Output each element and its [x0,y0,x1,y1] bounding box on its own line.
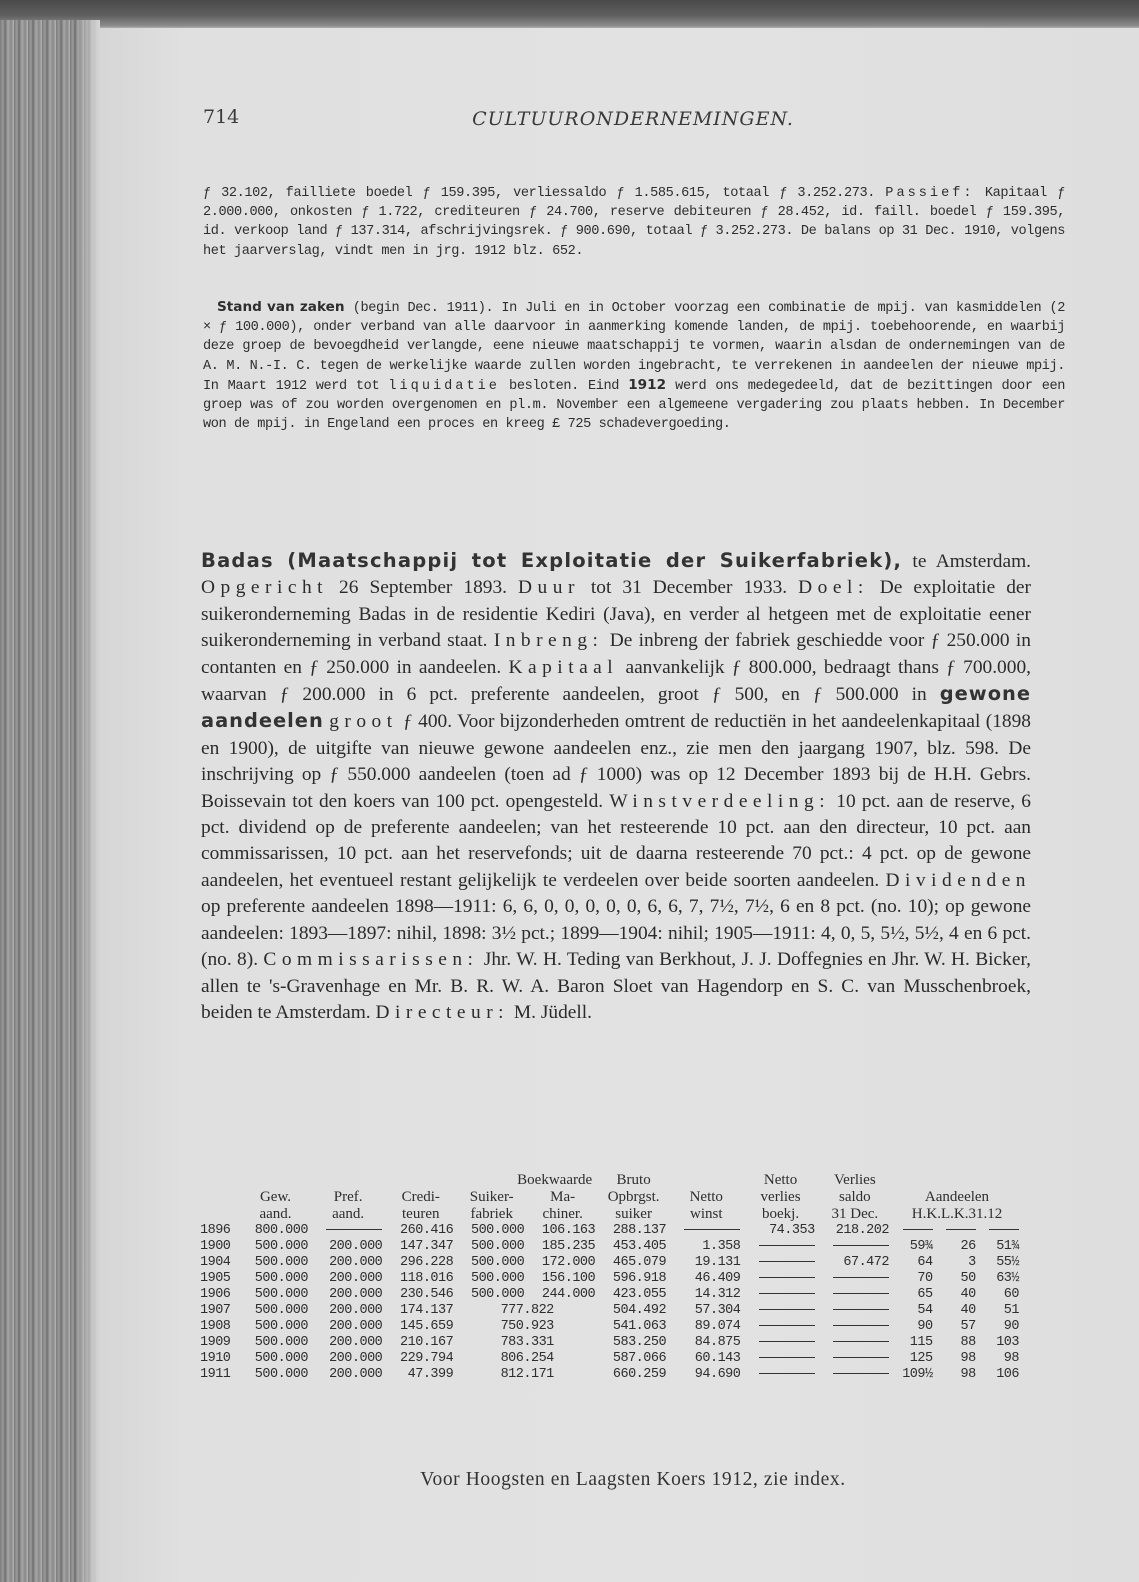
pref-cell: 200.000 [329,1271,383,1286]
col-header: H.K.L.K.31.12 [911,1206,1003,1222]
k-cell: 51¾ [996,1239,1019,1254]
table-group-header-row [200,1172,1022,1189]
gew-cell: 800.000 [254,1223,308,1238]
stand-van-zaken-heading: Stand van zaken [217,299,345,315]
h-cell: 54 [917,1303,933,1318]
kapitaal-label: Kapitaal [508,656,619,678]
saldo-cell [818,1351,892,1367]
doel-label: Doel: [798,577,869,599]
winst-cell: 94.690 [694,1367,741,1382]
gew-cell: 500.000 [254,1287,308,1302]
dash-rule [833,1373,889,1374]
gew-cell: 500.000 [254,1335,308,1350]
col-header: Opbrgst. [607,1189,660,1205]
verlies-cell: 74.353 [769,1223,815,1238]
running-title: CULTUURONDERNEMINGEN. [472,108,794,130]
dash-rule [759,1373,815,1374]
netto-top-header: Netto [763,1172,798,1188]
opgericht-label: Opgericht [201,577,329,599]
year-cell: 1900 [200,1239,231,1254]
dash-rule [759,1309,815,1310]
boekwaarde-combined-cell: 812.171 [500,1367,554,1382]
directeur-label: Directeur: [375,1001,510,1023]
opbrgst-cell: 504.492 [612,1303,667,1318]
pref-cell: 200.000 [329,1351,383,1366]
l-cell: 26 [960,1239,976,1254]
pref-cell: 200.000 [329,1239,383,1254]
col-header: 31 Dec. [831,1206,879,1222]
year-cell: 1904 [200,1255,231,1270]
col-header: winst [689,1206,723,1222]
opbrgst-cell: 288.137 [612,1223,667,1238]
verlies-cell [743,1287,817,1303]
l-cell [936,1223,979,1239]
stand-van-zaken-paragraph: Stand van zaken (begin Dec. 1911). In Juli en in October voorzag een combinatie de mpij. van kasmiddelen (2 × ƒ 100.000), onder verband van alle daarvoor in aanmerking komende landen, de mpij. toebehoorende, en waarbij deze groep de bevoegdheid verlangde, eene nieuwe maatschappij te vormen, waarin alsdan de ondernemingen van de A. M. N.-I. C. tegen de werkelijke waarde zullen worden ingebracht, te verrekenen in aandeelen der nieuwe mpij. In Maart 1912 werd tot liquidatie besloten. Eind 1912 werd ons medegedeeld, dat de bezittingen door een groep was of zou worden overgenomen en pl.m. November een algemeene vergadering zou plaats hebben. In December won de mpij. in Engeland een proces en kreeg £ 725 schadevergoeding. [203,299,1065,433]
page-number: 714 [203,106,240,128]
pref-cell: 200.000 [329,1319,383,1334]
dash-rule [946,1229,976,1230]
verlies-cell [743,1255,817,1271]
credi-cell: 210.167 [400,1335,454,1350]
h-cell: 65 [917,1287,933,1302]
pref-cell: 200.000 [329,1255,383,1270]
dash-rule [833,1357,889,1358]
page-stack-edge [0,20,100,1582]
pref-cell: 200.000 [329,1367,383,1382]
col-header: boekj. [762,1206,800,1222]
dividenden-label: Dividenden [885,869,1031,891]
fabriek-cell: 500.000 [470,1255,525,1270]
boekwaarde-combined-cell: 806.254 [500,1351,554,1366]
fabriek-cell: 500.000 [470,1271,525,1286]
boekwaarde-header: Boekwaarde [517,1172,593,1188]
gew-cell: 500.000 [254,1303,308,1318]
saldo-cell: 67.472 [843,1255,889,1270]
col-header: Ma- [550,1189,576,1205]
opbrgst-cell: 587.066 [612,1351,667,1366]
l-cell: 88 [960,1335,976,1350]
dash-rule [989,1229,1019,1230]
table-row [200,1287,1022,1303]
credi-cell: 230.546 [400,1287,454,1302]
col-header: Aandeelen [924,1189,990,1205]
credi-cell: 147.347 [400,1239,454,1254]
col-header: verlies [760,1189,801,1205]
col-header: teuren [402,1206,440,1222]
dash-rule [833,1309,889,1310]
table-row [200,1223,1022,1239]
opbrgst-cell: 423.055 [612,1287,667,1302]
table-row [200,1367,1022,1383]
winst-cell: 19.131 [694,1255,741,1270]
table-row [200,1319,1022,1335]
col-header: Credi- [401,1189,440,1205]
col-header: Suiker- [469,1189,514,1205]
h-cell: 125 [909,1351,933,1366]
pref-cell [311,1223,385,1239]
h-cell: 70 [917,1271,933,1286]
saldo-cell [818,1319,892,1335]
fabriek-cell: 500.000 [470,1223,525,1238]
k-cell: 51 [1003,1303,1019,1318]
l-cell: 98 [960,1351,976,1366]
verlies-cell [743,1335,817,1351]
fabriek-cell: 500.000 [470,1239,525,1254]
book-top-edge [0,0,1139,30]
dash-rule [759,1341,815,1342]
boekwaarde-combined-cell: 783.331 [500,1335,554,1350]
table-header-row-1 [200,1189,1022,1206]
credi-cell: 145.659 [400,1319,454,1334]
year-cell: 1909 [200,1335,231,1350]
saldo-cell [818,1367,892,1383]
saldo-cell: 218.202 [835,1223,889,1238]
commissarissen-label: Commissarissen: [263,949,479,971]
l-cell: 40 [960,1287,976,1302]
k-cell: 90 [1003,1319,1019,1334]
running-head [203,106,1063,136]
col-header: saldo [839,1189,871,1205]
dash-rule [759,1325,815,1326]
verlies-cell [743,1319,817,1335]
winst-cell: 14.312 [694,1287,741,1302]
dash-rule [833,1293,889,1294]
h-cell: 64 [917,1255,933,1270]
col-header: suiker [615,1206,652,1222]
pref-cell: 200.000 [329,1303,383,1318]
credi-cell: 47.399 [407,1367,454,1382]
gew-cell: 500.000 [254,1271,308,1286]
groot-label: groot [329,711,398,733]
previous-entry-balance-paragraph: ƒ 32.102, failliete boedel ƒ 159.395, verliessaldo ƒ 1.585.615, totaal ƒ 3.252.273. Passief: Kapitaal ƒ 2.000.000, onkosten ƒ 1.722, crediteuren ƒ 24.700, reserve debiteuren ƒ 28.452, id. faill. boedel ƒ 159.395, id. verkoop land ƒ 137.314, afschrijvingsrek. ƒ 900.690, totaal ƒ 3.252.273. De balans op 31 Dec. 1910, volgens het jaarverslag, vindt men in jrg. 1912 blz. 652. [203,186,1065,259]
inbreng-label: Inbreng: [493,630,604,652]
col-header: aand. [259,1206,292,1222]
gew-cell: 500.000 [254,1351,308,1366]
opbrgst-cell: 541.063 [612,1319,667,1334]
table-row [200,1271,1022,1287]
dash-rule [833,1325,889,1326]
saldo-cell [818,1271,892,1287]
entry-title: Badas (Maatschappij tot Exploitatie der Suikerfabriek), [201,549,903,572]
k-cell: 106 [996,1367,1019,1382]
credi-cell: 260.416 [400,1223,454,1238]
verlies-cell [743,1303,817,1319]
h-cell: 59¾ [909,1239,933,1254]
k-cell: 103 [996,1335,1019,1350]
financial-table [200,1172,1022,1383]
col-header: chiner. [542,1206,583,1222]
k-cell: 60 [1003,1287,1019,1302]
opbrgst-cell: 465.079 [612,1255,667,1270]
dash-rule [833,1245,889,1246]
k-cell [979,1223,1022,1239]
table-row [200,1255,1022,1271]
verlies-cell [743,1351,817,1367]
h-cell: 115 [909,1335,933,1350]
verlies-top-header: Verlies [834,1172,876,1188]
year-cell: 1906 [200,1287,231,1302]
winst-cell: 84.875 [694,1335,741,1350]
h-cell [892,1223,936,1239]
passief-label: Passief: [885,186,975,201]
gew-cell: 500.000 [254,1255,308,1270]
k-cell: 98 [1003,1351,1019,1366]
boekwaarde-combined-cell: 777.822 [500,1303,554,1318]
badas-entry: Badas (Maatschappij tot Exploitatie der Suikerfabriek), te Amsterdam. Opgericht 26 September 1893. Duur tot 31 December 1933. Doel: De exploitatie der suikeronderneming Badas in de residentie Kediri (Java), en verder al hetgeen met de exploitatie eener suikeronderneming in verband staat. Inbreng: De inbreng der fabriek geschiedde voor ƒ 250.000 in contanten en ƒ 250.000 in aandeelen. Kapitaal aanvankelijk ƒ 800.000, bedraagt thans ƒ 700.000, waarvan ƒ 200.000 in 6 pct. preferente aandeelen, groot ƒ 500, en ƒ 500.000 in gewone aandeelen groot ƒ 400. Voor bijzonderheden omtrent de reductiën in het aandeelenkapitaal (1898 en 1900), de uitgifte van nieuwe gewone aandeelen enz., zie men den jaargang 1907, blz. 598. De inschrijving op ƒ 550.000 aandeelen (toen ad ƒ 1000) was op 12 December 1893 bij de H.H. Gebrs. Boissevain tot den koers van 100 pct. opengesteld. Winstverdeeling: 10 pct. aan de reserve, 6 pct. dividend op de preferente aandeelen; van het resteerende 10 pct. aan den directeur, 10 pct. aan commissarissen, 10 pct. aan het reservefonds; uit de daarna resteerende 70 pct.: 4 pct. op de gewone aandeelen, het eventueel restant gelijkelijk te verdeelen over beide soorten aandeelen. Dividenden op preferente aandeelen 1898—1911: 6, 6, 0, 0, 0, 0, 0, 6, 6, 7, 7½, 7½, 6 en 8 pct. (no. 10); op gewone aandeelen: 1893—1897: nihil, 1898: 3½ pct.; 1899—1904: nihil; 1905—1911: 4, 0, 5, 5½, 5½, 4 en 6 pct. (no. 8). Commissarissen: Jhr. W. H. Teding van Berkhout, J. J. Doffegnies en Jhr. W. H. Bicker, allen te 's-Gravenhage en Mr. B. R. W. A. Baron Sloet van Hagendorp en S. C. van Musschenbroek, beiden te Amsterdam. Directeur: M. Jüdell. [201,549,1032,1023]
h-cell: 109½ [902,1367,933,1382]
l-cell: 40 [960,1303,976,1318]
winst-cell: 1.358 [702,1239,741,1254]
table-row [200,1239,1022,1255]
col-header: aand. [332,1206,365,1222]
winst-cell: 57.304 [694,1303,741,1318]
k-cell: 63½ [996,1271,1019,1286]
credi-cell: 118.016 [400,1271,454,1286]
opbrgst-cell: 583.250 [612,1335,667,1350]
dash-rule [759,1293,815,1294]
k-cell: 55½ [996,1255,1019,1270]
h-cell: 90 [917,1319,933,1334]
col-header: Pref. [333,1189,363,1205]
dash-rule [759,1245,815,1246]
year-cell: 1896 [200,1223,231,1238]
gewone-aandeelen-label: gewone aandeelen [201,682,1031,733]
winst-cell: 60.143 [694,1351,741,1366]
saldo-cell [818,1287,892,1303]
dash-rule [833,1277,889,1278]
winst-cell: 89.074 [694,1319,741,1334]
table-body [200,1223,1022,1383]
dash-rule [759,1277,815,1278]
table-row [200,1351,1022,1367]
opbrgst-cell: 453.405 [612,1239,667,1254]
gew-cell: 500.000 [254,1367,308,1382]
year-cell: 1908 [200,1319,231,1334]
machiner-cell: 106.163 [541,1223,596,1238]
dash-rule [833,1341,889,1342]
table-row [200,1335,1022,1351]
winstverdeeling-label: Winstverdeeling: [609,790,831,812]
dash-rule [759,1357,815,1358]
footer-note: Voor Hoogsten en Laagsten Koers 1912, zie index. [420,1469,846,1490]
duur-label: Duur [518,577,580,599]
year-cell: 1911 [200,1367,231,1382]
boekwaarde-combined-cell: 750.923 [500,1319,554,1334]
pref-cell: 200.000 [329,1335,383,1350]
dash-rule [759,1261,815,1262]
verlies-cell [743,1239,817,1255]
year-bold: 1912 [628,376,667,393]
winst-cell [669,1223,743,1239]
bruto-header: Bruto [616,1172,651,1188]
credi-cell: 174.137 [400,1303,454,1318]
machiner-cell: 244.000 [541,1287,596,1302]
verlies-cell [743,1367,817,1383]
dash-rule [326,1229,382,1230]
year-cell: 1905 [200,1271,231,1286]
saldo-cell [818,1335,892,1351]
l-cell: 98 [960,1367,976,1382]
l-cell: 3 [968,1255,976,1270]
winst-cell: 46.409 [694,1271,741,1286]
table-header-row-2 [200,1206,1022,1223]
fabriek-cell: 500.000 [470,1287,525,1302]
saldo-cell [818,1239,892,1255]
dash-rule [903,1229,933,1230]
year-cell: 1907 [200,1303,231,1318]
opbrgst-cell: 660.259 [612,1367,667,1382]
col-header: Gew. [259,1189,292,1205]
saldo-cell [818,1303,892,1319]
l-cell: 50 [960,1271,976,1286]
credi-cell: 296.228 [400,1255,454,1270]
gew-cell: 500.000 [254,1239,308,1254]
machiner-cell: 156.100 [541,1271,596,1286]
pref-cell: 200.000 [329,1287,383,1302]
col-header: fabriek [470,1206,513,1222]
col-header: Netto [689,1189,723,1205]
dash-rule [684,1229,740,1230]
year-cell: 1910 [200,1351,231,1366]
machiner-cell: 185.235 [541,1239,596,1254]
machiner-cell: 172.000 [541,1255,596,1270]
credi-cell: 229.794 [400,1351,454,1366]
gew-cell: 500.000 [254,1319,308,1334]
table-row [200,1303,1022,1319]
liquidatie-label: liquidatie [388,378,500,394]
l-cell: 57 [960,1319,976,1334]
verlies-cell [743,1271,817,1287]
opbrgst-cell: 596.918 [612,1271,667,1286]
